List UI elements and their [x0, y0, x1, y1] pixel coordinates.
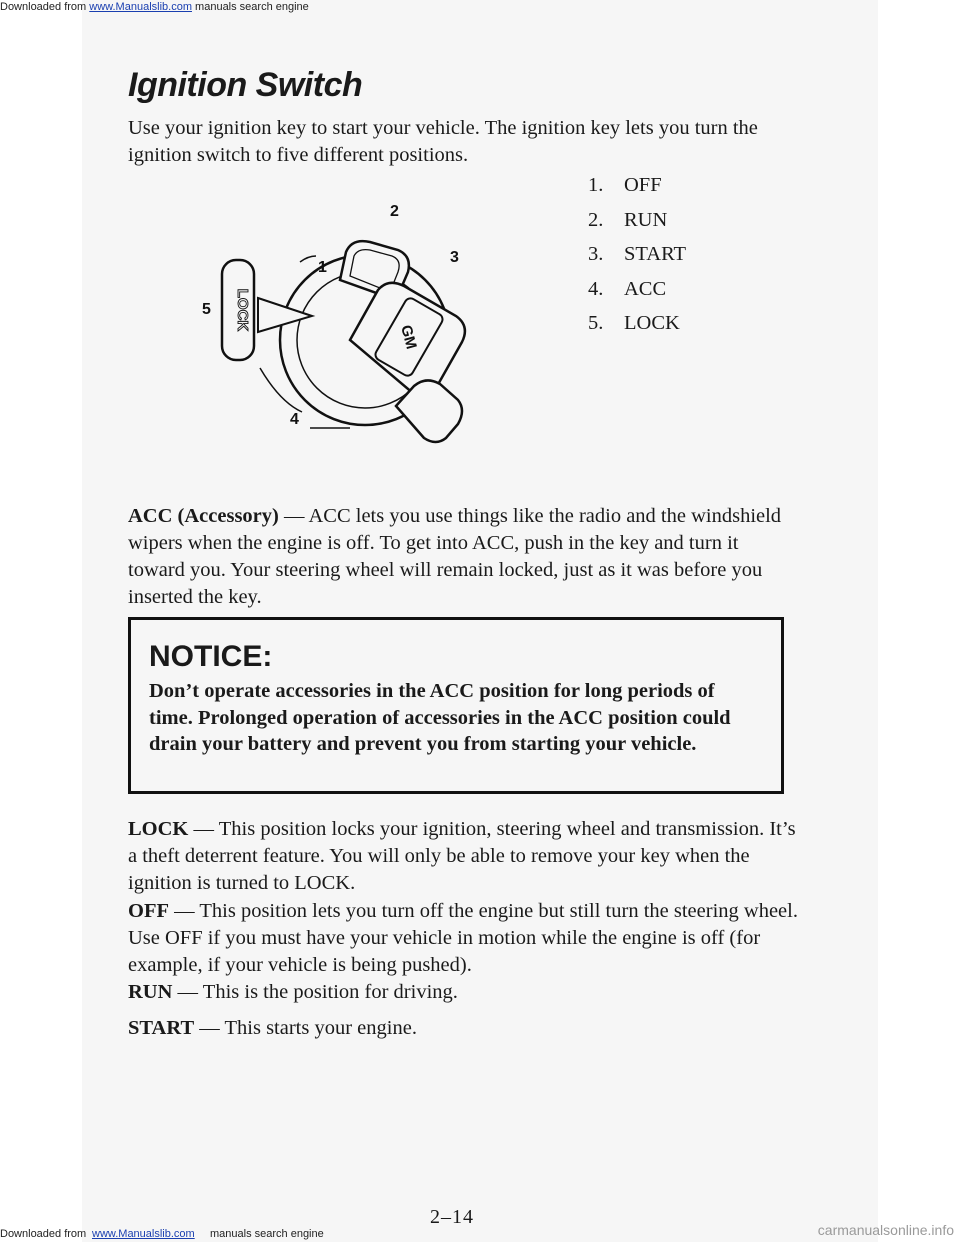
list-item	[588, 308, 686, 343]
list-label: ACC	[624, 277, 667, 300]
footer-prefix: Downloaded from	[0, 1228, 87, 1240]
acc-term: ACC (Accessory)	[128, 505, 279, 527]
list-number: 4.	[588, 277, 604, 300]
notice-box	[128, 617, 784, 794]
list-number: 2.	[588, 208, 604, 231]
run-term: RUN	[128, 981, 173, 1003]
list-item	[588, 239, 686, 274]
run-text: — This is the position for driving.	[172, 981, 458, 1003]
download-header	[0, 0, 960, 14]
run-paragraph	[128, 979, 798, 1006]
diagram-label-5: 5	[202, 301, 211, 318]
header-prefix: Downloaded from	[0, 1, 87, 13]
leader-line-1	[300, 256, 316, 262]
start-term: START	[128, 1017, 195, 1039]
notice-body: Don’t operate accessories in the ACC position for long periods of time. Prolonged operation of accessories in the ACC position could drain your battery and prevent you from starting your vehicle.	[149, 680, 731, 755]
off-text: — This position lets you turn off the engine but still turn the steering wheel. Use OFF if you must have your vehicle in motion while the engine is off (for example, if your vehicle is being pushed).	[128, 900, 798, 976]
footer-manualslib-link[interactable]: www.Manualslib.com	[92, 1228, 195, 1240]
intro-paragraph: Use your ignition key to start your vehicle. The ignition key lets you turn the ignition switch to five different positions.	[128, 117, 758, 166]
lock-text: — This position locks your ignition, steering wheel and transmission. It’s a theft deterrent feature. You will only be able to remove your key when the ignition is turned to LOCK.	[128, 818, 796, 894]
acc-paragraph	[128, 503, 798, 611]
start-paragraph	[128, 1015, 798, 1042]
list-number: 5.	[588, 312, 604, 334]
list-number: 3.	[588, 243, 604, 265]
diagram-label-4: 4	[290, 411, 299, 428]
list-label: RUN	[624, 208, 668, 231]
list-label: OFF	[624, 174, 662, 196]
list-item	[588, 205, 686, 240]
watermark: carmanualsonline.info	[817, 1222, 954, 1238]
lock-paragraph	[128, 816, 798, 897]
diagram-label-3: 3	[450, 249, 459, 266]
header-suffix: manuals search engine	[195, 1, 309, 13]
position-list	[588, 170, 686, 343]
footer-suffix: manuals search engine	[210, 1228, 324, 1240]
key-logo: GM	[397, 323, 420, 352]
off-term: OFF	[128, 900, 169, 922]
lock-term: LOCK	[128, 818, 189, 840]
ignition-switch-diagram	[200, 190, 500, 465]
list-item	[588, 170, 686, 205]
list-number: 1.	[588, 174, 604, 196]
off-paragraph	[128, 898, 798, 979]
lock-plate-text: LOCK	[234, 288, 251, 332]
diagram-label-2: 2	[390, 203, 399, 220]
download-footer	[0, 1228, 960, 1242]
diagram-label-1: 1	[318, 259, 327, 276]
page-title: Ignition Switch	[128, 66, 363, 104]
manualslib-link[interactable]: www.Manualslib.com	[89, 1, 192, 13]
list-label: START	[624, 243, 687, 265]
list-item	[588, 274, 686, 309]
acc-text: — ACC lets you use things like the radio and the windshield wipers when the engine is off. To get into ACC, push in the key and turn it toward you. Your steering wheel will remain locked, just as it was before you inserted the key.	[128, 505, 782, 608]
page-number: 2–14	[430, 1206, 474, 1228]
start-text: — This starts your engine.	[194, 1017, 417, 1039]
notice-heading: NOTICE:	[149, 640, 273, 673]
list-label: LOCK	[624, 312, 680, 334]
